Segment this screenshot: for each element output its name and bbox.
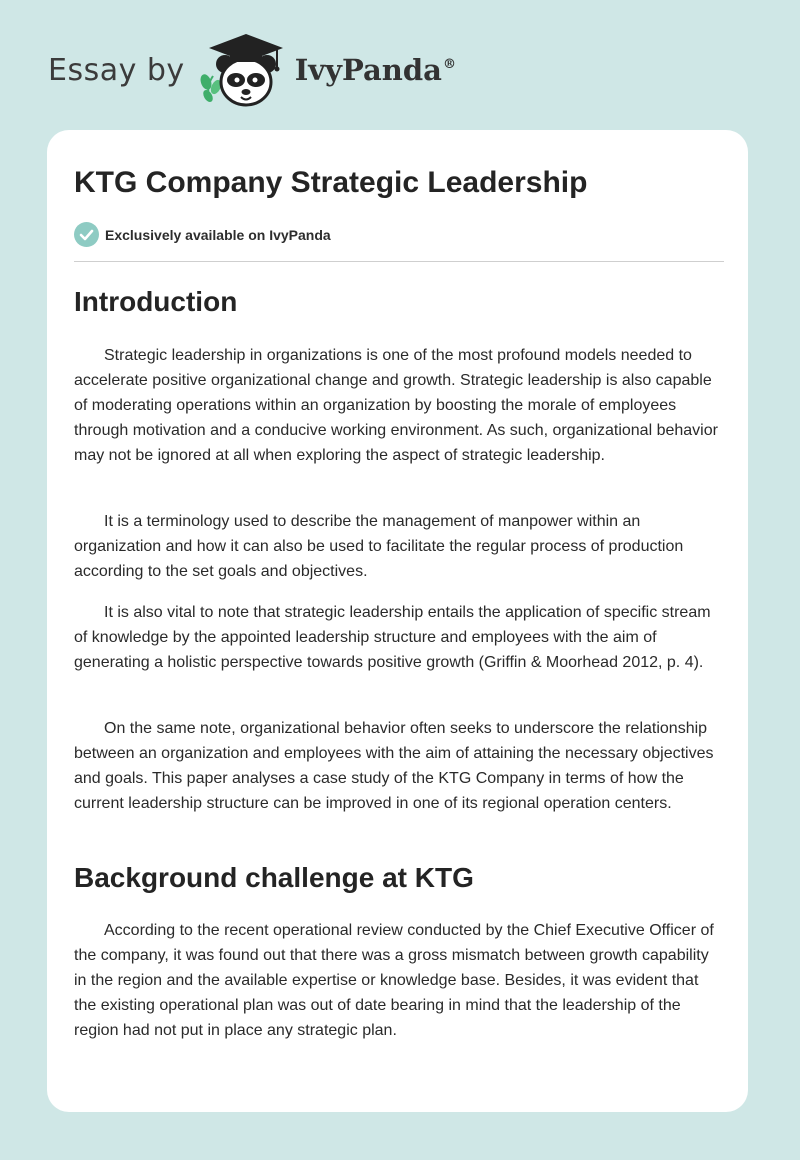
paragraph: On the same note, organizational behavior often seeks to underscore the relationship between an organization and employees with the aim of attaining the necessary objectives and goals. This paper analyses a case study of the KTG Company in terms of how the current leadership structure can be improved in one of its regional operation centers. — [74, 720, 714, 812]
brand-header — [48, 30, 456, 110]
exclusive-badge — [74, 222, 331, 247]
section-heading-background: Background challenge at KTG — [74, 862, 474, 893]
article-title: KTG Company Strategic Leadership — [74, 166, 588, 199]
paragraph: It is a terminology used to describe the management of manpower within an organization and how it can also be used to facilitate the regular process of production according to the set goals and objectives. — [74, 513, 684, 580]
exclusive-label: Exclusively available on IvyPanda — [105, 226, 331, 243]
section-heading-introduction: Introduction — [74, 286, 238, 317]
paragraph: Strategic leadership in organizations is one of the most profound models needed to accelerate positive organizational change and growth. Strategic leadership is also capable of moderating operations within an organization by boosting the morale of employees through motivation and a conducive working environment. As such, organizational behavior may not be ignored at all when exploring the aspect of strategic leadership. — [74, 347, 718, 464]
divider — [74, 261, 724, 262]
panda-graduation-cap-icon — [197, 30, 289, 110]
article-card — [47, 130, 748, 1112]
paragraph: According to the recent operational review conducted by the Chief Executive Officer of the company, it was found out that there was a gross mismatch between growth capability in the region and the available expertise or knowledge base. Besides, it was evident that the existing operational plan was out of date bearing in mind that the leadership of the region had not put in place any strategic plan. — [74, 922, 714, 1039]
paragraph: It is also vital to note that strategic leadership entails the application of specific stream of knowledge by the appointed leadership structure and employees with the aim of generating a holistic perspective towards positive growth (Griffin & Moorhead 2012, p. 4). — [74, 604, 711, 671]
brand-name[interactable]: IvyPanda® — [294, 53, 456, 87]
registered-mark: ® — [442, 57, 456, 72]
check-circle-icon — [74, 222, 99, 247]
essay-by-label: Essay by — [48, 52, 185, 88]
